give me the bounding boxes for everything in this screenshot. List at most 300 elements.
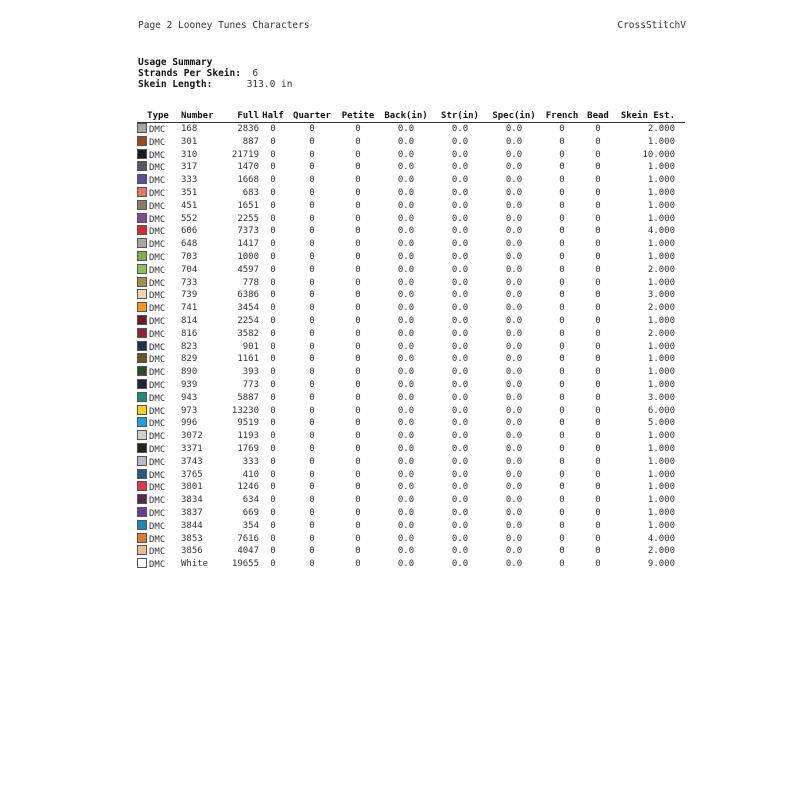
cell-half: 0 — [270, 431, 276, 442]
cell-quarter: 0 — [309, 520, 315, 531]
col-quarter: Quarter — [287, 110, 337, 123]
cell-full: 634 — [242, 495, 259, 506]
cell-back: 0.0 — [397, 187, 415, 198]
cell-full: 333 — [242, 456, 259, 467]
color-swatch — [137, 341, 147, 351]
cell-half: 0 — [270, 456, 276, 467]
cell-half: 0 — [270, 226, 276, 237]
cell-number: 3853 — [181, 533, 203, 544]
cell-french: 0 — [559, 482, 565, 493]
color-swatch — [137, 225, 147, 235]
cell-back: 0.0 — [397, 341, 415, 352]
cell-number: 890 — [181, 367, 198, 378]
strands-value: 6 — [252, 68, 259, 79]
cell-str: 0.0 — [451, 162, 469, 173]
cell-skein-est: 4.000 — [647, 533, 675, 544]
table-row — [137, 161, 685, 174]
cell-petite: 0 — [355, 124, 361, 134]
cell-spec: 0.0 — [505, 443, 523, 454]
cell-quarter: 0 — [309, 239, 315, 250]
cell-full: 683 — [242, 187, 259, 198]
cell-half: 0 — [270, 264, 276, 275]
cell-back: 0.0 — [397, 213, 415, 224]
cell-french: 0 — [559, 354, 565, 365]
cell-full: 6386 — [237, 290, 259, 301]
col-french: French — [541, 110, 583, 123]
cell-full: 901 — [242, 341, 259, 352]
cell-type — [137, 149, 179, 162]
cell-spec: 0.0 — [505, 162, 523, 173]
cell-skein-est: 1.000 — [647, 443, 675, 454]
table-row — [137, 328, 685, 341]
cell-number: 829 — [181, 354, 198, 365]
cell-back: 0.0 — [397, 175, 415, 186]
cell-full: 669 — [242, 507, 259, 518]
cell-bead: 0 — [595, 482, 601, 493]
cell-back: 0.0 — [397, 264, 415, 275]
type-label: DMC — [149, 444, 166, 455]
cell-type — [137, 494, 179, 507]
color-swatch — [137, 123, 147, 133]
cell-str: 0.0 — [451, 495, 469, 506]
cell-back: 0.0 — [397, 379, 415, 390]
cell-spec: 0.0 — [505, 456, 523, 467]
color-swatch — [137, 366, 147, 376]
type-label: DMC — [149, 291, 166, 302]
type-label: DMC — [149, 342, 166, 353]
cell-type — [137, 289, 179, 302]
cell-petite: 0 — [355, 559, 361, 570]
cell-quarter: 0 — [309, 559, 315, 570]
table-row — [137, 533, 685, 546]
col-full: Full — [221, 110, 259, 123]
cell-skein-est: 1.000 — [647, 200, 675, 211]
cell-half: 0 — [270, 367, 276, 378]
cell-skein-est: 1.000 — [647, 315, 675, 326]
cell-back: 0.0 — [397, 251, 415, 262]
col-str: Str(in) — [433, 110, 487, 123]
cell-str: 0.0 — [451, 405, 469, 416]
cell-skein-est: 1.000 — [647, 354, 675, 365]
table-row — [137, 264, 685, 277]
cell-str: 0.0 — [451, 277, 469, 288]
cell-number: 814 — [181, 315, 198, 326]
cell-half: 0 — [270, 200, 276, 211]
cell-half: 0 — [270, 328, 276, 339]
cell-full: 1417 — [237, 239, 259, 250]
cell-back: 0.0 — [397, 559, 415, 570]
cell-petite: 0 — [355, 303, 361, 314]
cell-number: White — [181, 559, 209, 570]
cell-bead: 0 — [595, 443, 601, 454]
cell-petite: 0 — [355, 341, 361, 352]
cell-petite: 0 — [355, 405, 361, 416]
cell-quarter: 0 — [309, 456, 315, 467]
color-swatch — [137, 545, 147, 555]
cell-skein-est: 2.000 — [647, 328, 675, 339]
table-row — [137, 238, 685, 251]
cell-petite: 0 — [355, 251, 361, 262]
cell-back: 0.0 — [397, 443, 415, 454]
cell-french: 0 — [559, 533, 565, 544]
table-row — [137, 366, 685, 379]
cell-half: 0 — [270, 392, 276, 403]
cell-skein-est: 4.000 — [647, 226, 675, 237]
type-label: DMC — [149, 534, 166, 545]
type-label: DMC — [149, 188, 166, 199]
cell-spec: 0.0 — [505, 431, 523, 442]
cell-spec: 0.0 — [505, 559, 523, 570]
table-row — [137, 456, 685, 469]
cell-str: 0.0 — [451, 136, 469, 147]
table-row — [137, 417, 685, 430]
cell-bead: 0 — [595, 162, 601, 173]
cell-number: 3072 — [181, 431, 203, 442]
type-label: DMC — [149, 201, 166, 212]
color-swatch — [137, 417, 147, 427]
cell-spec: 0.0 — [505, 315, 523, 326]
color-swatch — [137, 533, 147, 543]
cell-number: 3844 — [181, 520, 203, 531]
cell-type — [137, 251, 179, 264]
cell-str: 0.0 — [451, 456, 469, 467]
cell-quarter: 0 — [309, 264, 315, 275]
cell-bead: 0 — [595, 456, 601, 467]
cell-quarter: 0 — [309, 367, 315, 378]
usage-table — [137, 110, 685, 571]
cell-spec: 0.0 — [505, 136, 523, 147]
cell-number: 704 — [181, 264, 198, 275]
cell-number: 317 — [181, 162, 198, 173]
cell-half: 0 — [270, 136, 276, 147]
cell-number: 823 — [181, 341, 198, 352]
cell-back: 0.0 — [397, 200, 415, 211]
cell-full: 2836 — [237, 124, 259, 134]
cell-back: 0.0 — [397, 354, 415, 365]
cell-type — [137, 456, 179, 469]
cell-quarter: 0 — [309, 315, 315, 326]
cell-half: 0 — [270, 482, 276, 493]
cell-str: 0.0 — [451, 290, 469, 301]
color-swatch — [137, 136, 147, 146]
cell-back: 0.0 — [397, 546, 415, 557]
cell-spec: 0.0 — [505, 520, 523, 531]
table-row — [137, 558, 685, 571]
cell-spec: 0.0 — [505, 226, 523, 237]
color-swatch — [137, 277, 147, 287]
type-label: DMC — [149, 214, 166, 225]
cell-petite: 0 — [355, 520, 361, 531]
col-bead: Bead — [583, 110, 613, 123]
cell-full: 13230 — [231, 405, 259, 416]
cell-quarter: 0 — [309, 431, 315, 442]
cell-petite: 0 — [355, 379, 361, 390]
cell-skein-est: 10.000 — [642, 149, 675, 160]
cell-quarter: 0 — [309, 405, 315, 416]
cell-french: 0 — [559, 175, 565, 186]
cell-spec: 0.0 — [505, 482, 523, 493]
cell-type — [137, 507, 179, 520]
cell-back: 0.0 — [397, 482, 415, 493]
cell-french: 0 — [559, 443, 565, 454]
cell-half: 0 — [270, 277, 276, 288]
cell-half: 0 — [270, 469, 276, 480]
cell-bead: 0 — [595, 341, 601, 352]
cell-quarter: 0 — [309, 277, 315, 288]
cell-french: 0 — [559, 431, 565, 442]
cell-petite: 0 — [355, 546, 361, 557]
cell-str: 0.0 — [451, 124, 469, 134]
cell-bead: 0 — [595, 495, 601, 506]
cell-half: 0 — [270, 546, 276, 557]
cell-petite: 0 — [355, 162, 361, 173]
table-row — [137, 443, 685, 456]
cell-half: 0 — [270, 443, 276, 454]
type-label: DMC — [149, 137, 166, 148]
color-swatch — [137, 264, 147, 274]
cell-bead: 0 — [595, 200, 601, 211]
table-row — [137, 251, 685, 264]
cell-half: 0 — [270, 379, 276, 390]
type-label: DMC — [149, 432, 166, 443]
cell-bead: 0 — [595, 124, 601, 134]
cell-petite: 0 — [355, 456, 361, 467]
cell-quarter: 0 — [309, 213, 315, 224]
cell-french: 0 — [559, 162, 565, 173]
cell-quarter: 0 — [309, 226, 315, 237]
table-row — [137, 520, 685, 533]
cell-back: 0.0 — [397, 303, 415, 314]
cell-skein-est: 1.000 — [647, 162, 675, 173]
cell-type — [137, 481, 179, 494]
length-row — [138, 79, 292, 90]
cell-full: 5887 — [237, 392, 259, 403]
cell-number: 741 — [181, 303, 198, 314]
cell-spec: 0.0 — [505, 405, 523, 416]
color-swatch — [137, 430, 147, 440]
cell-french: 0 — [559, 149, 565, 160]
cell-quarter: 0 — [309, 149, 315, 160]
cell-bead: 0 — [595, 213, 601, 224]
type-label: DMC — [149, 521, 166, 532]
cell-petite: 0 — [355, 354, 361, 365]
cell-back: 0.0 — [397, 392, 415, 403]
type-label: DMC — [149, 227, 166, 238]
type-label: DMC — [149, 380, 166, 391]
cell-skein-est: 1.000 — [647, 251, 675, 262]
cell-full: 7373 — [237, 226, 259, 237]
cell-half: 0 — [270, 559, 276, 570]
cell-petite: 0 — [355, 495, 361, 506]
cell-french: 0 — [559, 303, 565, 314]
cell-skein-est: 3.000 — [647, 392, 675, 403]
type-label: DMC — [149, 547, 166, 558]
cell-full: 1470 — [237, 162, 259, 173]
table-row — [137, 200, 685, 213]
cell-bead: 0 — [595, 520, 601, 531]
cell-number: 333 — [181, 175, 198, 186]
cell-petite: 0 — [355, 392, 361, 403]
cell-half: 0 — [270, 533, 276, 544]
cell-skein-est: 6.000 — [647, 405, 675, 416]
cell-bead: 0 — [595, 187, 601, 198]
cell-number: 168 — [181, 124, 198, 134]
table-row — [137, 277, 685, 290]
cell-back: 0.0 — [397, 469, 415, 480]
cell-spec: 0.0 — [505, 354, 523, 365]
cell-skein-est: 9.000 — [647, 559, 675, 570]
cell-bead: 0 — [595, 533, 601, 544]
cell-str: 0.0 — [451, 341, 469, 352]
cell-spec: 0.0 — [505, 392, 523, 403]
cell-back: 0.0 — [397, 520, 415, 531]
cell-str: 0.0 — [451, 354, 469, 365]
cell-spec: 0.0 — [505, 418, 523, 429]
table-row — [137, 392, 685, 405]
cell-str: 0.0 — [451, 546, 469, 557]
cell-back: 0.0 — [397, 290, 415, 301]
table-row — [137, 213, 685, 226]
type-label: DMC — [149, 278, 166, 289]
cell-petite: 0 — [355, 175, 361, 186]
cell-skein-est: 1.000 — [647, 379, 675, 390]
cell-french: 0 — [559, 392, 565, 403]
color-swatch — [137, 443, 147, 453]
cell-number: 310 — [181, 149, 198, 160]
cell-quarter: 0 — [309, 495, 315, 506]
cell-french: 0 — [559, 251, 565, 262]
cell-str: 0.0 — [451, 251, 469, 262]
cell-type — [137, 213, 179, 226]
cell-bead: 0 — [595, 175, 601, 186]
cell-half: 0 — [270, 187, 276, 198]
type-label: DMC — [149, 125, 166, 135]
table-row — [137, 302, 685, 315]
cell-skein-est: 2.000 — [647, 546, 675, 557]
type-label: DMC — [149, 508, 166, 519]
cell-number: 606 — [181, 226, 198, 237]
cell-quarter: 0 — [309, 124, 315, 134]
cell-spec: 0.0 — [505, 341, 523, 352]
cell-spec: 0.0 — [505, 277, 523, 288]
cell-full: 2255 — [237, 213, 259, 224]
length-label: Skein Length: — [138, 79, 213, 90]
col-back: Back(in) — [379, 110, 433, 123]
cell-half: 0 — [270, 213, 276, 224]
cell-str: 0.0 — [451, 469, 469, 480]
color-swatch — [137, 315, 147, 325]
cell-full: 778 — [242, 277, 259, 288]
cell-half: 0 — [270, 149, 276, 160]
cell-quarter: 0 — [309, 290, 315, 301]
cell-bead: 0 — [595, 392, 601, 403]
cell-number: 739 — [181, 290, 198, 301]
cell-type — [137, 379, 179, 392]
cell-type — [137, 392, 179, 405]
color-swatch — [137, 161, 147, 171]
cell-petite: 0 — [355, 469, 361, 480]
cell-spec: 0.0 — [505, 251, 523, 262]
cell-skein-est: 2.000 — [647, 124, 675, 134]
cell-french: 0 — [559, 456, 565, 467]
cell-spec: 0.0 — [505, 507, 523, 518]
cell-bead: 0 — [595, 559, 601, 570]
cell-number: 943 — [181, 392, 198, 403]
table-row — [137, 430, 685, 443]
cell-half: 0 — [270, 315, 276, 326]
cell-type — [137, 341, 179, 354]
cell-spec: 0.0 — [505, 290, 523, 301]
cell-skein-est: 1.000 — [647, 456, 675, 467]
cell-skein-est: 1.000 — [647, 367, 675, 378]
cell-type — [137, 238, 179, 251]
cell-petite: 0 — [355, 367, 361, 378]
cell-french: 0 — [559, 200, 565, 211]
cell-french: 0 — [559, 315, 565, 326]
cell-number: 3371 — [181, 443, 203, 454]
cell-french: 0 — [559, 418, 565, 429]
table-row — [137, 507, 685, 520]
cell-number: 3765 — [181, 469, 203, 480]
type-label: DMC — [149, 470, 166, 481]
cell-str: 0.0 — [451, 328, 469, 339]
cell-back: 0.0 — [397, 495, 415, 506]
cell-bead: 0 — [595, 315, 601, 326]
cell-quarter: 0 — [309, 392, 315, 403]
cell-half: 0 — [270, 239, 276, 250]
cell-type — [137, 545, 179, 558]
cell-str: 0.0 — [451, 559, 469, 570]
col-type: Type — [137, 110, 179, 123]
cell-petite: 0 — [355, 239, 361, 250]
cell-spec: 0.0 — [505, 328, 523, 339]
cell-str: 0.0 — [451, 200, 469, 211]
cell-back: 0.0 — [397, 136, 415, 147]
color-swatch — [137, 302, 147, 312]
type-label: DMC — [149, 419, 166, 430]
type-label: DMC — [149, 355, 166, 366]
cell-french: 0 — [559, 290, 565, 301]
cell-type — [137, 430, 179, 443]
type-label: DMC — [149, 304, 166, 315]
cell-skein-est: 2.000 — [647, 303, 675, 314]
cell-full: 1000 — [237, 251, 259, 262]
cell-back: 0.0 — [397, 124, 415, 134]
cell-french: 0 — [559, 520, 565, 531]
cell-petite: 0 — [355, 149, 361, 160]
app-name: CrossStitchV — [617, 20, 686, 31]
cell-half: 0 — [270, 507, 276, 518]
col-spec: Spec(in) — [487, 110, 541, 123]
cell-bead: 0 — [595, 264, 601, 275]
type-label: DMC — [149, 150, 166, 161]
table-row — [137, 136, 685, 149]
cell-full: 3582 — [237, 328, 259, 339]
cell-bead: 0 — [595, 367, 601, 378]
cell-back: 0.0 — [397, 149, 415, 160]
cell-str: 0.0 — [451, 533, 469, 544]
cell-quarter: 0 — [309, 418, 315, 429]
cell-skein-est: 1.000 — [647, 239, 675, 250]
cell-spec: 0.0 — [505, 367, 523, 378]
type-label: DMC — [149, 252, 166, 263]
cell-full: 9519 — [237, 418, 259, 429]
cell-skein-est: 1.000 — [647, 431, 675, 442]
cell-quarter: 0 — [309, 533, 315, 544]
cell-skein-est: 1.000 — [647, 187, 675, 198]
col-skein-est: Skein Est. — [613, 110, 685, 123]
table-row — [137, 469, 685, 482]
